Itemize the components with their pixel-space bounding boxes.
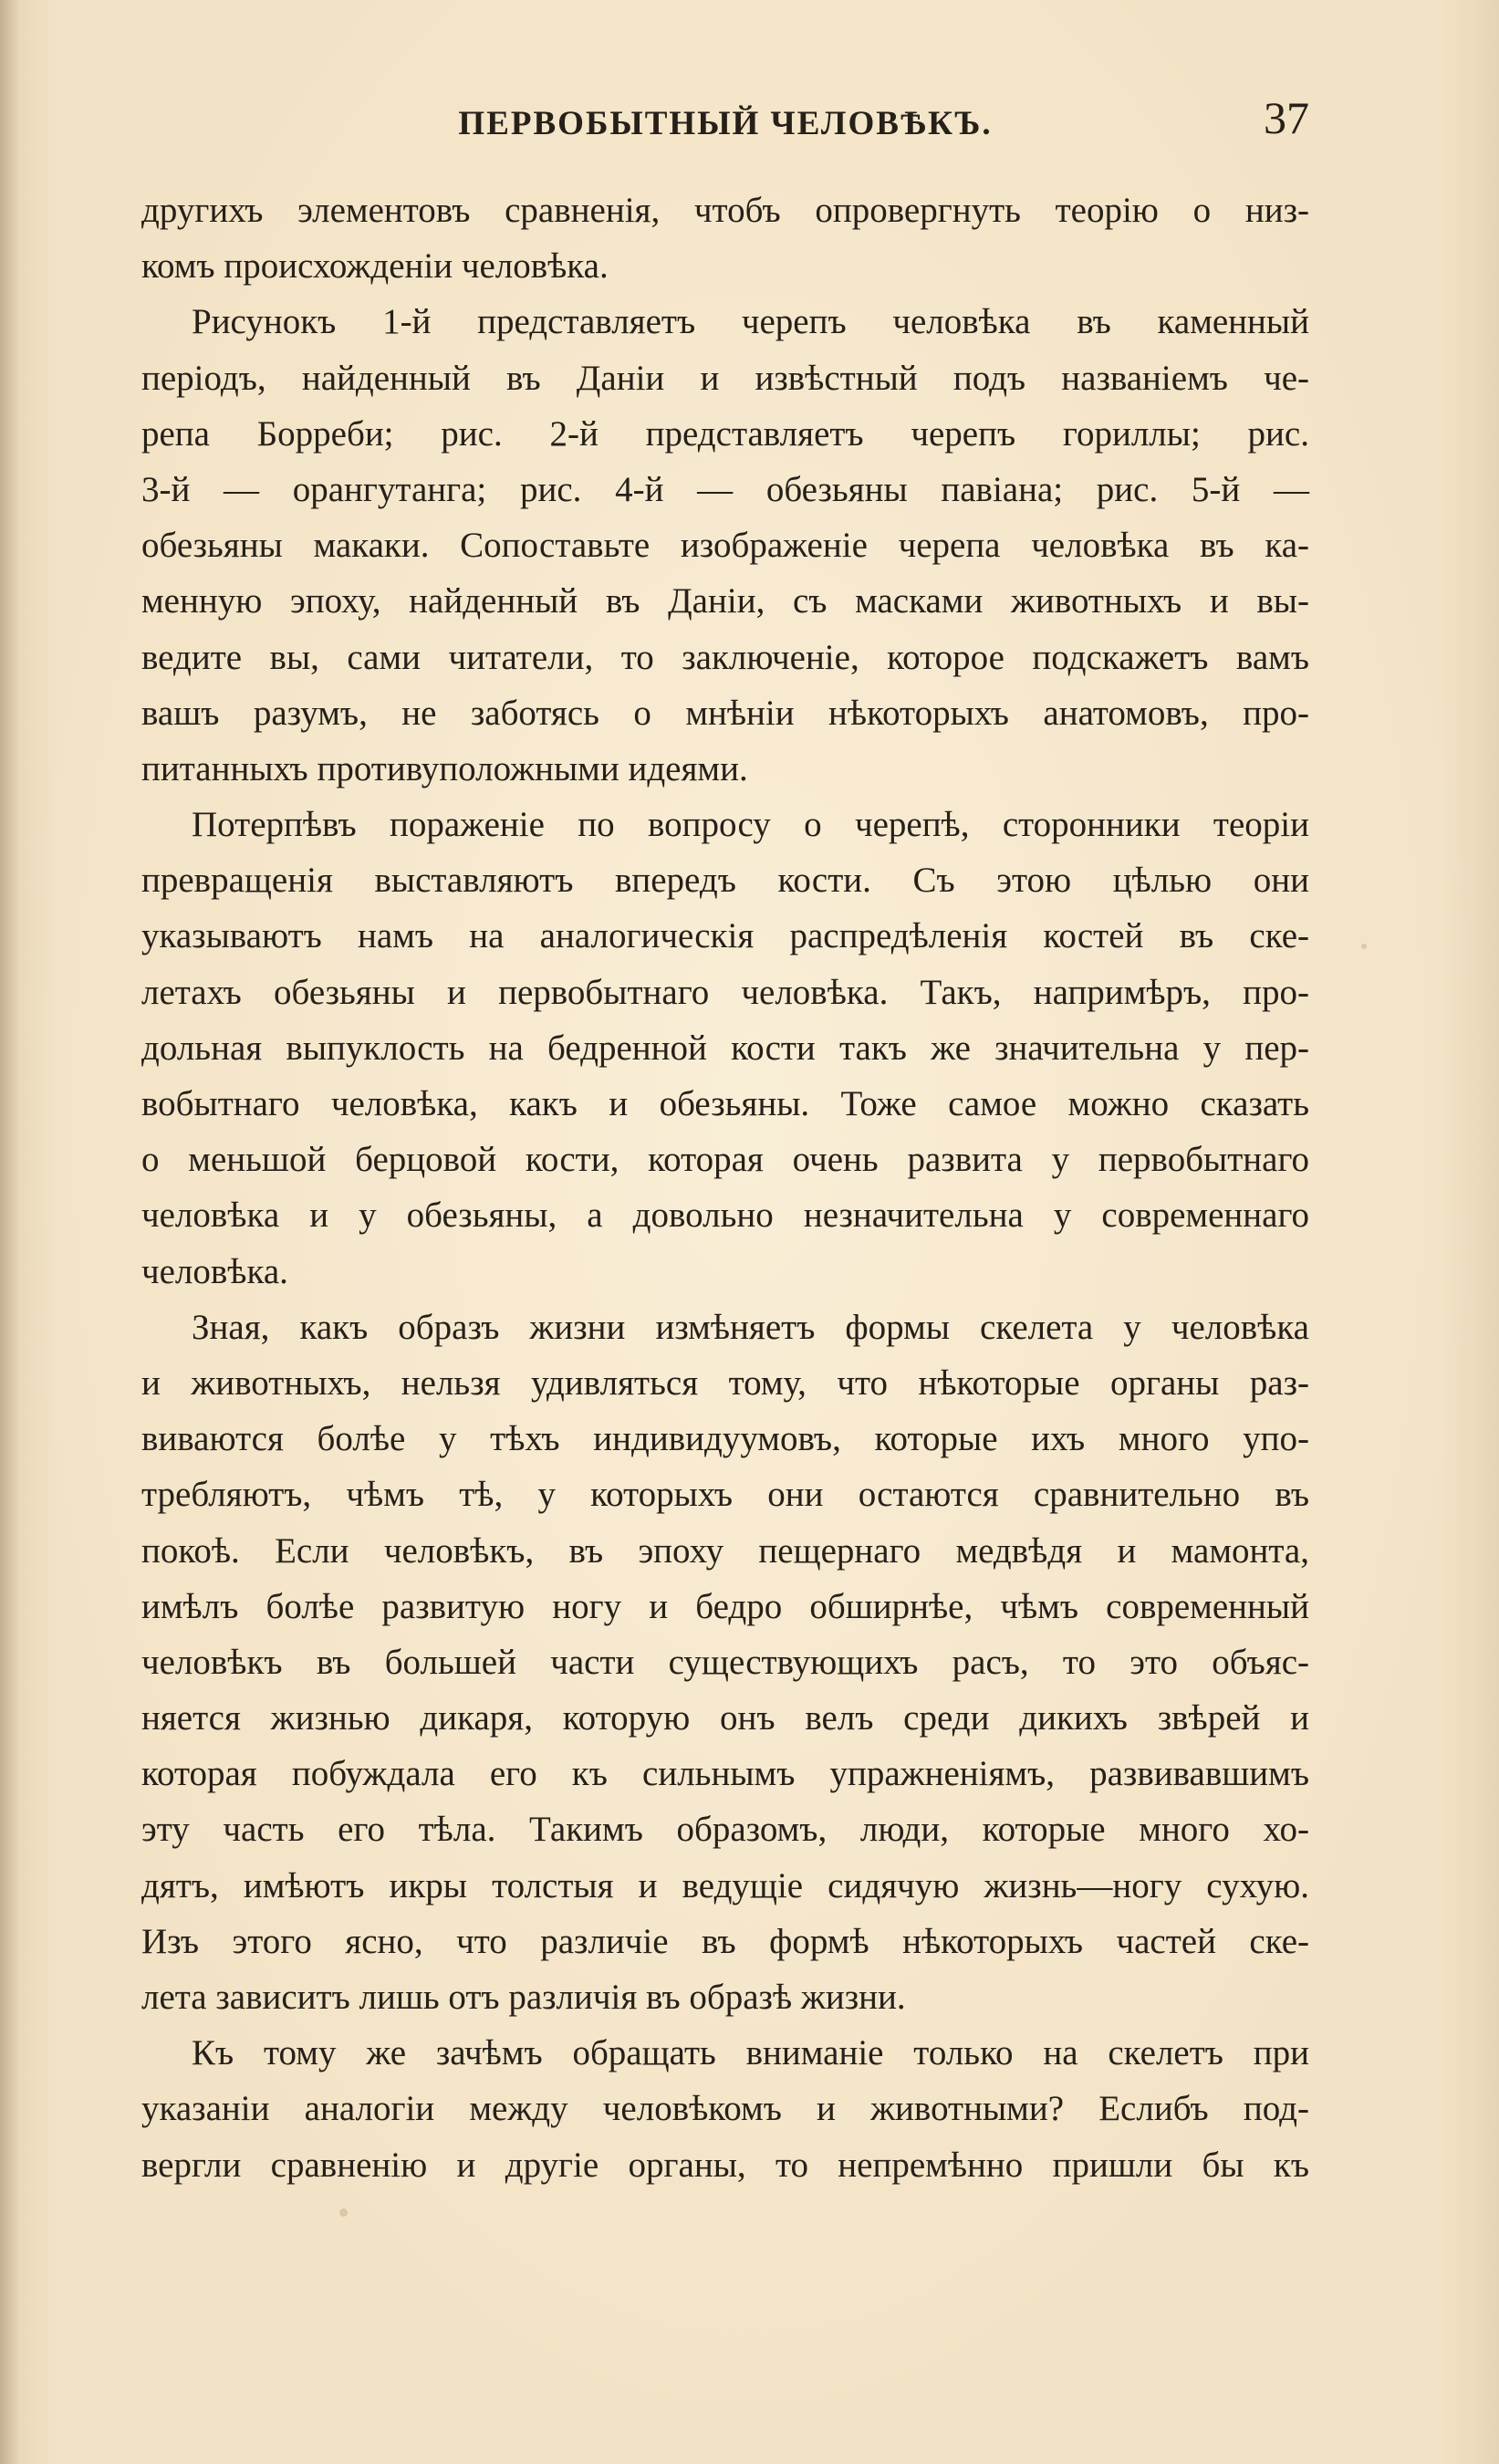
text-line: лета зависитъ лишь отъ различія въ образѣ жизни. xyxy=(141,1978,906,2017)
text-line: покоѣ. Если человѣкъ, въ эпоху пещернаго медвѣдя и мамонта, xyxy=(141,1530,1309,1571)
text-line: другихъ элементовъ сравненія, чтобъ опровергнуть теорію о низ- xyxy=(141,191,1309,230)
text-line: указаніи аналогіи между человѣкомъ и животными? Еслибъ под- xyxy=(141,2089,1309,2129)
text-line: репа Борреби; рис. 2-й представляетъ черепъ гориллы; рис. xyxy=(141,413,1309,454)
text-line: питанныхъ противуположными идеями. xyxy=(141,748,748,788)
text-line: ведите вы, сами читатели, то заключеніе, которое подскажетъ вамъ xyxy=(141,637,1309,677)
text-line: вашъ разумъ, не заботясь о мнѣніи нѣкоторыхъ анатомовъ, про- xyxy=(141,693,1309,733)
text-line: комъ происхожденіи человѣка. xyxy=(141,246,609,287)
text-line: имѣлъ болѣе развитую ногу и бедро обширнѣе, чѣмъ современный xyxy=(141,1586,1309,1626)
page-header xyxy=(141,91,1309,155)
text-line: которая побуждала его къ сильнымъ упражненіямъ, развивавшимъ xyxy=(141,1754,1309,1794)
text-line: Потерпѣвъ пораженіе по вопросу о черепѣ, сторонники теоріи xyxy=(192,805,1309,845)
running-title: ПЕРВОБЫТНЫЙ ЧЕЛОВѢКЪ. xyxy=(458,105,993,142)
text-line: Къ тому же зачѣмъ обращать вниманіе только на скелетъ при xyxy=(192,2033,1309,2073)
spine-shadow xyxy=(0,0,20,2464)
body-text xyxy=(141,183,1309,2193)
text-line: указываютъ намъ на аналогическія распредѣленія костей въ ске- xyxy=(141,916,1309,956)
text-line: вобытнаго человѣка, какъ и обезьяны. Тоже самое можно сказать xyxy=(141,1084,1309,1123)
ink-smudge xyxy=(1361,944,1367,949)
text-line: о меньшой берцовой кости, которая очень развита у первобытнаго xyxy=(141,1140,1309,1180)
text-line: человѣкъ въ большей части существующихъ расъ, то это объяс- xyxy=(141,1642,1309,1682)
page-number: 37 xyxy=(1264,92,1309,143)
text-line: няется жизнью дикаря, которую онъ велъ среди дикихъ звѣрей и xyxy=(141,1698,1309,1738)
text-line: Зная, какъ образъ жизни измѣняетъ формы скелета у человѣка xyxy=(192,1307,1309,1347)
text-line: 3-й — орангутанга; рис. 4-й — обезьяны павіана; рис. 5-й — xyxy=(141,469,1309,509)
text-line: дольная выпуклость на бедренной кости такъ же значительна у пер- xyxy=(141,1028,1309,1068)
text-line: Рисунокъ 1-й представляетъ черепъ человѣка въ каменный xyxy=(192,302,1309,342)
ink-smudge xyxy=(339,2208,348,2217)
text-line: эту часть его тѣла. Такимъ образомъ, люди, которые много хо- xyxy=(141,1810,1309,1850)
text-line: человѣка и у обезьяны, а довольно незначительна у современнаго xyxy=(141,1195,1309,1236)
text-line: вергли сравненію и другіе органы, то непремѣнно пришли бы къ xyxy=(141,2145,1309,2185)
text-line: виваются болѣе у тѣхъ индивидуумовъ, которые ихъ много упо- xyxy=(141,1419,1309,1459)
text-line: обезьяны макаки. Сопоставьте изображеніе черепа человѣка въ ка- xyxy=(141,526,1309,566)
text-line: летахъ обезьяны и первобытнаго человѣка. Такъ, напримѣръ, про- xyxy=(141,972,1309,1012)
text-line: требляютъ, чѣмъ тѣ, у которыхъ они остаются сравнительно въ xyxy=(141,1475,1309,1515)
text-line: превращенія выставляютъ впередъ кости. Съ этою цѣлью они xyxy=(141,861,1309,901)
text-line: человѣка. xyxy=(141,1251,288,1291)
text-line: менную эпоху, найденный въ Даніи, съ масками животныхъ и вы- xyxy=(141,581,1309,621)
text-line: и животныхъ, нельзя удивляться тому, что нѣкоторые органы раз- xyxy=(141,1363,1309,1403)
text-line: періодъ, найденный въ Даніи и извѣстный подъ названіемъ че- xyxy=(141,358,1309,398)
text-line: дятъ, имѣютъ икры толстыя и ведущіе сидячую жизнь—ногу сухую. xyxy=(141,1865,1309,1905)
text-line: Изъ этого ясно, что различіе въ формѣ нѣкоторыхъ частей ске- xyxy=(141,1921,1309,1961)
